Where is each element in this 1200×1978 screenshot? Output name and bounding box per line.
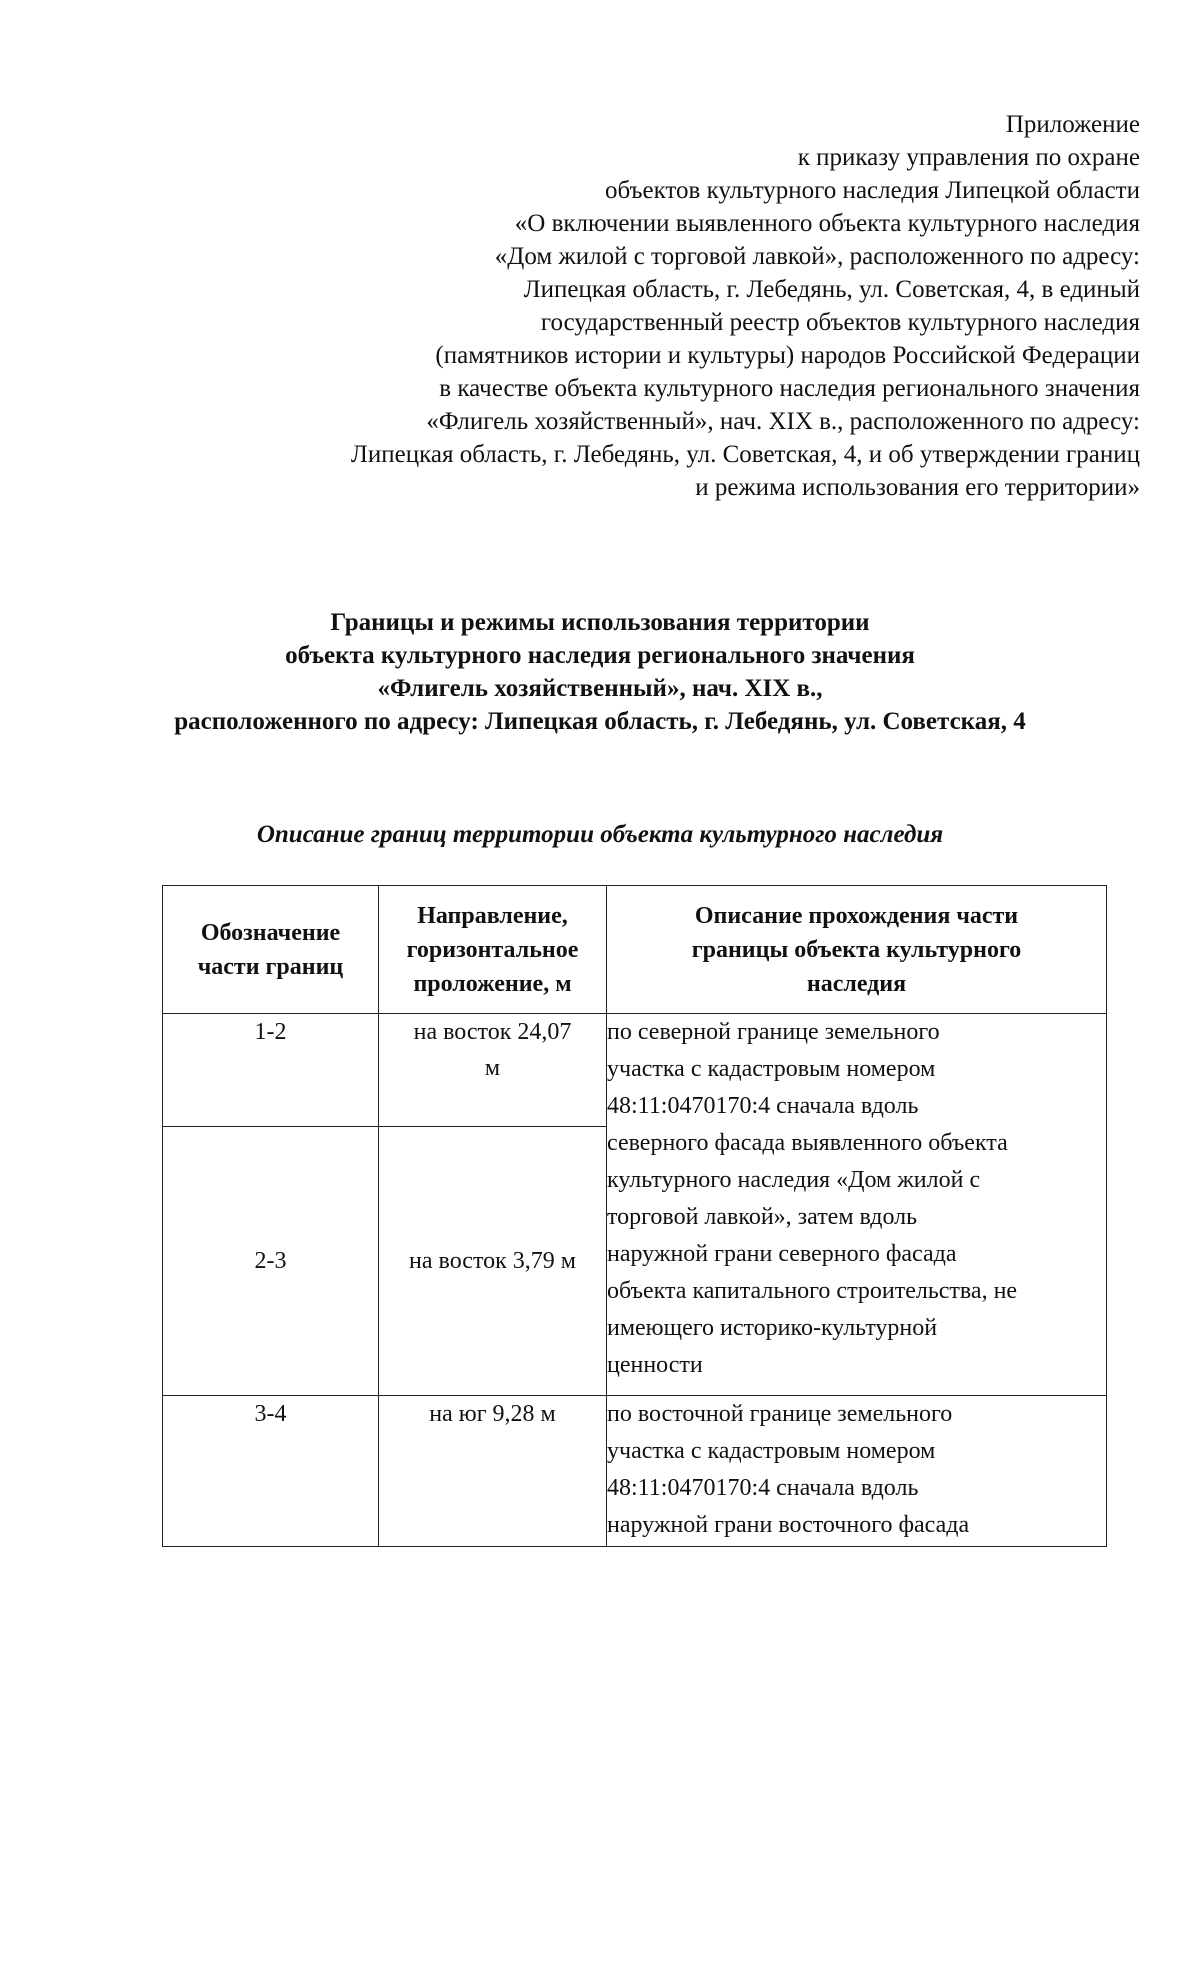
annex-line: в качестве объекта культурного наследия регионального значения — [439, 375, 1140, 402]
cell-direction: на юг 9,28 м — [379, 1396, 607, 1547]
annex-line: Липецкая область, г. Лебедянь, ул. Советская, 4, в единый — [523, 276, 1140, 303]
cell-direction: на восток 24,07 м — [379, 1014, 607, 1127]
title-line: Границы и режимы использования территории — [330, 609, 870, 636]
boundary-table — [162, 885, 1107, 1547]
header-direction: Направление, горизонтальное проложение, м — [379, 886, 607, 1014]
annex-line: Приложение — [1005, 111, 1140, 138]
annex-header — [140, 108, 1140, 504]
title-line: «Флигель хозяйственный», нач. XIX в., — [377, 675, 823, 702]
table-header-row — [163, 886, 1107, 1014]
document-title — [60, 606, 1140, 738]
annex-line: (памятников истории и культуры) народов Российской Федерации — [435, 342, 1140, 369]
section-subtitle: Описание границ территории объекта культурного наследия — [256, 821, 944, 848]
cell-direction: на восток 3,79 м — [379, 1127, 607, 1396]
annex-line: к приказу управления по охране — [797, 144, 1140, 171]
table-row — [163, 1396, 1107, 1547]
title-line: объекта культурного наследия регионального значения — [285, 642, 915, 669]
table-row — [163, 1014, 1107, 1127]
header-description: Описание прохождения части границы объекта культурного наследия — [607, 886, 1107, 1014]
annex-line: Липецкая область, г. Лебедянь, ул. Советская, 4, и об утверждении границ — [350, 441, 1140, 468]
title-line: расположенного по адресу: Липецкая область, г. Лебедянь, ул. Советская, 4 — [174, 708, 1026, 735]
annex-line: государственный реестр объектов культурного наследия — [540, 309, 1140, 336]
cell-description: по северной границе земельного участка с кадастровым номером 48:11:0470170:4 сначала вдоль северного фасада выявленного объекта культурного наследия «Дом жилой с торговой лавкой», затем вдоль наружной грани северного фасада объекта капитального строительства, не имеющего историко-культурной ценности — [607, 1014, 1107, 1396]
annex-line: «Дом жилой с торговой лавкой», расположенного по адресу: — [494, 243, 1140, 270]
cell-part: 2-3 — [163, 1127, 379, 1396]
cell-part: 1-2 — [163, 1014, 379, 1127]
annex-line: «Флигель хозяйственный», нач. XIX в., расположенного по адресу: — [426, 408, 1140, 435]
annex-line: «О включении выявленного объекта культурного наследия — [514, 210, 1140, 237]
header-part: Обозначение части границ — [163, 886, 379, 1014]
annex-line: объектов культурного наследия Липецкой области — [605, 177, 1140, 204]
annex-line: и режима использования его территории» — [695, 474, 1140, 501]
cell-description: по восточной границе земельного участка с кадастровым номером 48:11:0470170:4 сначала вдоль наружной грани восточного фасада — [607, 1396, 1107, 1547]
cell-part: 3-4 — [163, 1396, 379, 1547]
